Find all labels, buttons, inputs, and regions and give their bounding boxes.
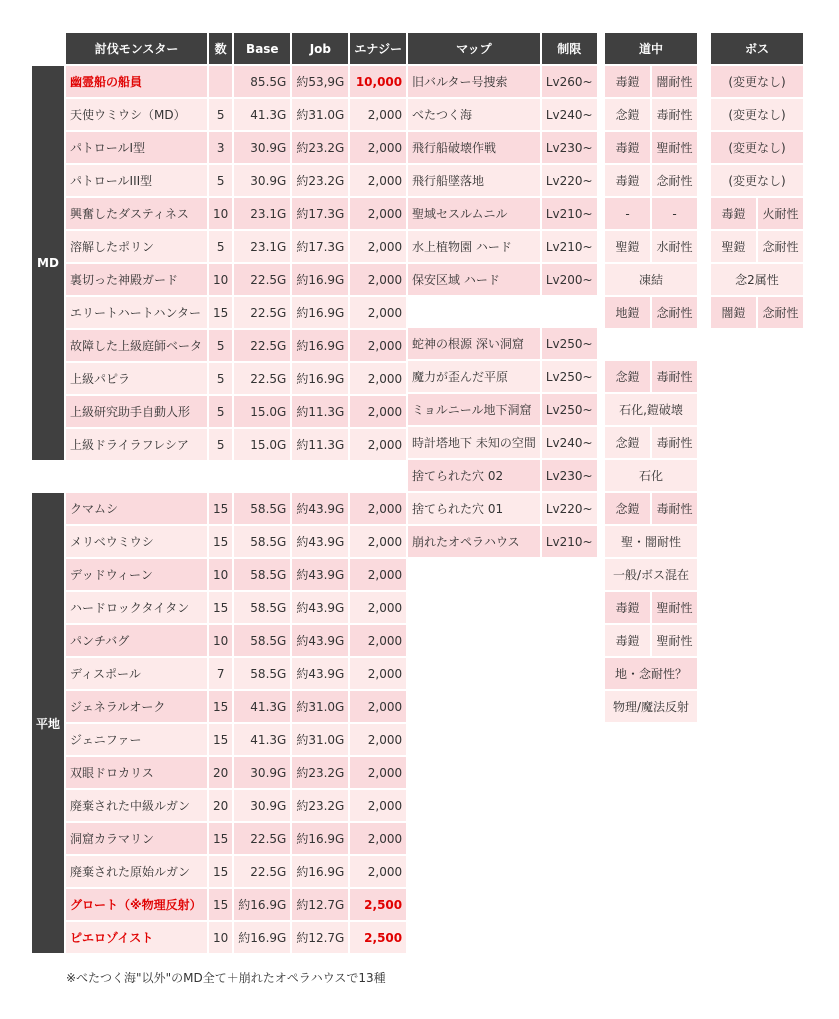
energy-value: 2,500 [350,889,406,920]
level-limit: Lv260~ [542,66,597,97]
monster-count: 5 [209,396,232,427]
base-exp: 58.5G [234,526,290,557]
table-row [32,264,406,295]
job-exp: 約23.2G [292,757,348,788]
monster-count: 10 [209,264,232,295]
energy-value: 2,000 [350,658,406,689]
detail-single: (変更なし) [711,99,803,130]
table-row [605,231,697,262]
table-row [32,691,406,722]
header-base: Base [234,33,290,64]
base-exp: 22.5G [234,297,290,328]
monster-count: 7 [209,658,232,689]
job-exp: 約16.9G [292,856,348,887]
map-table [406,31,599,559]
base-exp: 15.0G [234,429,290,460]
detail-left: 毒鎧 [605,625,650,656]
energy-value: 2,000 [350,691,406,722]
table-row [711,66,803,97]
detail-right: 聖耐性 [652,625,697,656]
table-row [605,264,697,295]
base-exp: 約16.9G [234,922,290,953]
md-map-rows [408,66,597,295]
table-row [605,427,697,458]
level-limit: Lv220~ [542,493,597,524]
monster-count: 15 [209,691,232,722]
table-row [32,493,406,524]
monster-count: 5 [209,429,232,460]
table-row [32,99,406,130]
energy-value: 2,000 [350,429,406,460]
detail-top: 地・念耐性？ [605,658,697,689]
monster-count: 5 [209,231,232,262]
table-row [605,460,697,491]
base-exp: 30.9G [234,132,290,163]
monster-name: 興奮したダスティネス [66,198,207,229]
detail-left: 毒鎧 [711,198,756,229]
job-exp: 約43.9G [292,592,348,623]
section-gap [408,297,597,326]
monster-count: 5 [209,99,232,130]
job-exp: 約31.0G [292,99,348,130]
level-limit: Lv200~ [542,264,597,295]
level-limit: Lv240~ [542,427,597,458]
energy-value: 2,000 [350,99,406,130]
table-row [32,889,406,920]
monster-name: グロート（※物理反射） [66,889,207,920]
monster-name: パトロールⅠⅠⅠ型 [66,165,207,196]
detail-extra: 石化,鎧破壊 [605,394,697,425]
detail-extra: 石化 [605,460,697,491]
table-row [32,559,406,590]
energy-value: 2,000 [350,559,406,590]
monster-name: 溶解したポリン [66,231,207,262]
section-gap [605,330,697,359]
detail-left: 念鎧 [605,99,650,130]
monster-name: ピエロゾイスト [66,922,207,953]
monster-name: デッドウィーン [66,559,207,590]
detail-single: (変更なし) [711,66,803,97]
level-limit: Lv250~ [542,328,597,359]
detail-right: 毒耐性 [652,361,697,392]
monster-count: 15 [209,297,232,328]
map-name: 飛行船破壊作戦 [408,132,540,163]
monster-count: 15 [209,856,232,887]
table-row [32,856,406,887]
base-exp: 23.1G [234,198,290,229]
table-row [32,922,406,953]
energy-value: 2,000 [350,396,406,427]
energy-value: 2,000 [350,493,406,524]
monster-count: 15 [209,823,232,854]
level-limit: Lv240~ [542,99,597,130]
map-name: ミョルニール地下洞窟 [408,394,540,425]
base-exp: 30.9G [234,757,290,788]
energy-value: 2,000 [350,330,406,361]
monster-name: ディスポール [66,658,207,689]
base-exp: 58.5G [234,658,290,689]
monster-table [30,31,408,955]
job-exp: 約16.9G [292,297,348,328]
table-row [32,526,406,557]
monster-name: 上級ドライラフレシア [66,429,207,460]
table-row [32,625,406,656]
detail-right: 水耐性 [652,231,697,262]
base-exp: 22.5G [234,363,290,394]
monster-name: パンチバグ [66,625,207,656]
table-row [32,396,406,427]
map-name: 保安区域 ハード [408,264,540,295]
detail-right: 毒耐性 [652,493,697,524]
base-exp: 約16.9G [234,889,290,920]
monster-count: 15 [209,889,232,920]
detail-right: 毒耐性 [652,99,697,130]
energy-value: 2,000 [350,198,406,229]
monster-count: 15 [209,592,232,623]
energy-value: 2,000 [350,823,406,854]
energy-value: 2,000 [350,757,406,788]
header-blank [32,33,64,64]
job-exp: 約17.3G [292,231,348,262]
boss-table [709,31,805,330]
energy-value: 2,000 [350,592,406,623]
table-row [32,429,406,460]
energy-value: 2,000 [350,165,406,196]
base-exp: 22.5G [234,264,290,295]
header-dochu: 道中 [605,33,697,64]
detail-right: 念耐性 [652,165,697,196]
monster-count: 5 [209,330,232,361]
monster-name: ハードロックタイタン [66,592,207,623]
table-row [32,757,406,788]
monster-name: メリベウミウシ [66,526,207,557]
monster-count: 15 [209,493,232,524]
table-row [32,231,406,262]
level-limit: Lv210~ [542,198,597,229]
job-exp: 約23.2G [292,165,348,196]
job-exp: 約16.9G [292,330,348,361]
job-exp: 約17.3G [292,198,348,229]
energy-value: 2,000 [350,790,406,821]
energy-value: 2,000 [350,625,406,656]
job-exp: 約31.0G [292,724,348,755]
table-row [32,823,406,854]
table-row [32,363,406,394]
level-limit: Lv230~ [542,460,597,491]
header-count: 数 [209,33,232,64]
energy-value: 2,000 [350,363,406,394]
table-row [32,165,406,196]
table-row [32,790,406,821]
detail-extra: 凍結 [605,264,697,295]
map-name: 旧バルター号捜索 [408,66,540,97]
monster-count: 15 [209,526,232,557]
detail-right: 聖耐性 [652,132,697,163]
table-row [408,99,597,130]
energy-value: 2,000 [350,297,406,328]
monster-count: 5 [209,363,232,394]
job-exp: 約23.2G [292,790,348,821]
detail-right: 念耐性 [758,231,803,262]
table-row [605,361,697,392]
table-row [32,198,406,229]
table-row [711,99,803,130]
job-exp: 約12.7G [292,889,348,920]
monster-name: 上級パピラ [66,363,207,394]
monster-name: ジェネラルオーク [66,691,207,722]
section-label: 平地 [32,493,64,953]
table-row [605,658,697,689]
heichi-dochu-rows [605,361,697,722]
table-row [32,592,406,623]
detail-right: 毒耐性 [652,427,697,458]
energy-value: 10,000 [350,66,406,97]
base-exp: 58.5G [234,592,290,623]
detail-left: 毒鎧 [605,165,650,196]
detail-left: 念鎧 [605,361,650,392]
monster-name: エリートハートハンター [66,297,207,328]
job-exp: 約53,9G [292,66,348,97]
job-exp: 約43.9G [292,658,348,689]
md-boss-rows [711,66,803,328]
detail-left: 毒鎧 [605,66,650,97]
map-name: 魔力が歪んだ平原 [408,361,540,392]
level-limit: Lv250~ [542,361,597,392]
job-exp: 約16.9G [292,363,348,394]
map-name: 蛇神の根源 深い洞窟 [408,328,540,359]
base-exp: 85.5G [234,66,290,97]
detail-top: 聖・闇耐性 [605,526,697,557]
map-name: 水上植物園 ハード [408,231,540,262]
monster-name: 上級研究助手自動人形 [66,396,207,427]
base-exp: 23.1G [234,231,290,262]
energy-value: 2,000 [350,132,406,163]
table-row [605,691,697,722]
detail-left: 念鎧 [605,427,650,458]
detail-right: 念耐性 [758,297,803,328]
job-exp: 約43.9G [292,559,348,590]
base-exp: 58.5G [234,559,290,590]
energy-value: 2,500 [350,922,406,953]
monster-name: 廃棄された原始ルガン [66,856,207,887]
monster-count: 10 [209,625,232,656]
detail-left: 念鎧 [605,493,650,524]
table-row [605,526,697,557]
job-exp: 約23.2G [292,132,348,163]
base-exp: 41.3G [234,99,290,130]
detail-right: 念耐性 [652,297,697,328]
detail-single: (変更なし) [711,132,803,163]
job-exp: 約11.3G [292,429,348,460]
job-exp: 約31.0G [292,691,348,722]
monster-count: 10 [209,198,232,229]
energy-value: 2,000 [350,526,406,557]
header-map: マップ [408,33,540,64]
table-row [711,264,803,295]
job-exp: 約43.9G [292,493,348,524]
monster-count: 20 [209,757,232,788]
map-name: 捨てられた穴 01 [408,493,540,524]
monster-count: 20 [209,790,232,821]
footnote: ※べたつく海"以外"のMD全て＋崩れたオペラハウスで13種 [66,971,386,985]
base-exp: 41.3G [234,724,290,755]
level-limit: Lv230~ [542,132,597,163]
base-exp: 30.9G [234,165,290,196]
detail-left: 聖鎧 [711,231,756,262]
detail-right: - [652,198,697,229]
detail-right: 火耐性 [758,198,803,229]
job-exp: 約43.9G [292,526,348,557]
heichi-monster-rows [32,493,406,953]
detail-bottom: 物理/魔法反射 [605,691,697,722]
table-row [32,132,406,163]
energy-value: 2,000 [350,724,406,755]
detail-bottom: 一般/ボス混在 [605,559,697,590]
monster-name: 幽霊船の船員 [66,66,207,97]
job-exp: 約11.3G [292,396,348,427]
monster-count: 10 [209,559,232,590]
header-energy: エナジー [350,33,406,64]
table-row [32,66,406,97]
job-exp: 約12.7G [292,922,348,953]
heichi-map-rows [408,328,597,557]
monster-name: 双眼ドロカリス [66,757,207,788]
detail-left: 毒鎧 [605,592,650,623]
md-dochu-rows [605,66,697,328]
level-limit: Lv250~ [542,394,597,425]
monster-name: 洞窟カラマリン [66,823,207,854]
level-limit: Lv210~ [542,526,597,557]
base-exp: 58.5G [234,625,290,656]
table-row [711,231,803,262]
section-gap [32,462,406,491]
base-exp: 58.5G [234,493,290,524]
detail-right: 闇耐性 [652,66,697,97]
table-row [408,66,597,97]
table-row [32,330,406,361]
dochu-table [603,31,699,724]
monster-name: クマムシ [66,493,207,524]
monster-name: 故障した上級庭師ベータ [66,330,207,361]
monster-name: 廃棄された中級ルガン [66,790,207,821]
monster-count: 3 [209,132,232,163]
table-row [605,99,697,130]
base-exp: 15.0G [234,396,290,427]
job-exp: 約16.9G [292,264,348,295]
monster-name: 天使ウミウシ（MD） [66,99,207,130]
base-exp: 22.5G [234,823,290,854]
monster-count: 10 [209,922,232,953]
header-boss: ボス [711,33,803,64]
table-row [605,559,697,590]
table-row [32,724,406,755]
energy-value: 2,000 [350,856,406,887]
map-name: 聖域セスルムニル [408,198,540,229]
detail-right: 聖耐性 [652,592,697,623]
detail-left: 闇鎧 [711,297,756,328]
map-name: 崩れたオペラハウス [408,526,540,557]
monster-name: 裏切った神殿ガード [66,264,207,295]
energy-value: 2,000 [350,231,406,262]
map-name: べたつく海 [408,99,540,130]
detail-single: (変更なし) [711,165,803,196]
section-label: MD [32,66,64,460]
base-exp: 22.5G [234,330,290,361]
map-name: 捨てられた穴 02 [408,460,540,491]
job-exp: 約43.9G [292,625,348,656]
header-limit: 制限 [542,33,597,64]
detail-left: 毒鎧 [605,132,650,163]
level-limit: Lv210~ [542,231,597,262]
table-row [605,394,697,425]
detail-left: - [605,198,650,229]
detail-extra: 念2属性 [711,264,803,295]
base-exp: 30.9G [234,790,290,821]
job-exp: 約16.9G [292,823,348,854]
map-name: 時計塔地下 未知の空間 [408,427,540,458]
md-monster-rows [32,66,406,460]
monster-count [209,66,232,97]
table-row [32,297,406,328]
monster-name: ジェニファー [66,724,207,755]
monster-name: パトロールⅠ型 [66,132,207,163]
table-row [605,66,697,97]
detail-left: 地鎧 [605,297,650,328]
monster-count: 5 [209,165,232,196]
map-name: 飛行船墜落地 [408,165,540,196]
level-limit: Lv220~ [542,165,597,196]
table-row [32,658,406,689]
header-job: Job [292,33,348,64]
base-exp: 41.3G [234,691,290,722]
detail-left: 聖鎧 [605,231,650,262]
header-monster: 討伐モンスター [66,33,207,64]
energy-value: 2,000 [350,264,406,295]
base-exp: 22.5G [234,856,290,887]
monster-count: 15 [209,724,232,755]
